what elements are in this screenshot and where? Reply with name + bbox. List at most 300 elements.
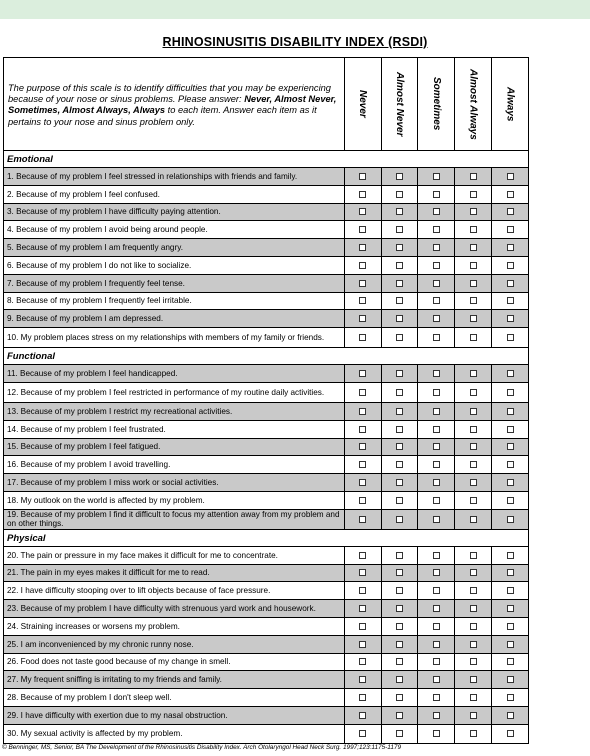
- answer-cell: [344, 365, 381, 382]
- answer-checkbox-sometimes[interactable]: [433, 623, 440, 630]
- answer-cell: [454, 328, 491, 347]
- answer-checkbox-sometimes[interactable]: [433, 280, 440, 287]
- answer-cell: [417, 204, 454, 221]
- answer-cell: [417, 168, 454, 185]
- answer-checkbox-almost-always[interactable]: [470, 552, 477, 559]
- answer-checkbox-sometimes[interactable]: [433, 408, 440, 415]
- answer-cell: [381, 636, 418, 653]
- answer-cell: [417, 565, 454, 582]
- answer-checkbox-never[interactable]: [359, 641, 366, 648]
- answer-cell: [454, 547, 491, 564]
- column-header-sometimes: Sometimes: [417, 58, 454, 150]
- answer-checkbox-never[interactable]: [359, 297, 366, 304]
- answer-checkbox-almost-always[interactable]: [470, 280, 477, 287]
- answer-checkbox-always[interactable]: [507, 676, 514, 683]
- answer-checkbox-almost-always[interactable]: [470, 516, 477, 523]
- answer-checkbox-never[interactable]: [359, 497, 366, 504]
- answer-cell: [381, 582, 418, 599]
- answer-cell: [491, 239, 528, 256]
- answer-cell: [417, 492, 454, 509]
- answer-cell: [417, 293, 454, 310]
- answer-checkbox-almost-never[interactable]: [396, 389, 403, 396]
- answer-checkbox-sometimes[interactable]: [433, 443, 440, 450]
- question-text: 20. The pain or pressure in my face makes it difficult for me to concentrate.: [7, 550, 278, 560]
- answer-cell: [381, 671, 418, 688]
- answer-checkbox-almost-never[interactable]: [396, 297, 403, 304]
- answer-cell: [344, 204, 381, 221]
- question-row: [4, 707, 528, 725]
- answer-cell: [381, 310, 418, 327]
- answer-checkbox-almost-always[interactable]: [470, 730, 477, 737]
- answer-cell: [491, 403, 528, 420]
- answer-checkbox-never[interactable]: [359, 244, 366, 251]
- answer-cell: [381, 707, 418, 724]
- answer-cell: [381, 204, 418, 221]
- answer-cell: [381, 689, 418, 706]
- answer-checkbox-almost-always[interactable]: [470, 497, 477, 504]
- question-row: [4, 565, 528, 583]
- answer-cell: [417, 654, 454, 671]
- answer-checkbox-almost-never[interactable]: [396, 262, 403, 269]
- answer-checkbox-never[interactable]: [359, 730, 366, 737]
- answer-checkbox-almost-never[interactable]: [396, 623, 403, 630]
- answer-cell: [381, 510, 418, 529]
- answer-checkbox-sometimes[interactable]: [433, 315, 440, 322]
- answer-checkbox-never[interactable]: [359, 389, 366, 396]
- answer-cell: [344, 565, 381, 582]
- answer-cell: [454, 654, 491, 671]
- answer-checkbox-almost-never[interactable]: [396, 426, 403, 433]
- answer-cell: [417, 310, 454, 327]
- question-row: [4, 582, 528, 600]
- answer-cell: [491, 689, 528, 706]
- answer-cell: [491, 671, 528, 688]
- answer-checkbox-sometimes[interactable]: [433, 516, 440, 523]
- answer-checkbox-almost-always[interactable]: [470, 173, 477, 180]
- answer-checkbox-never[interactable]: [359, 315, 366, 322]
- answer-checkbox-almost-never[interactable]: [396, 280, 403, 287]
- answer-checkbox-always[interactable]: [507, 552, 514, 559]
- question-text: 30. My sexual activity is affected by my problem.: [7, 729, 183, 739]
- answer-checkbox-almost-never[interactable]: [396, 408, 403, 415]
- question-row: [4, 456, 528, 474]
- answer-cell: [454, 439, 491, 456]
- answer-cell: [491, 474, 528, 491]
- answer-checkbox-almost-always[interactable]: [470, 443, 477, 450]
- answer-cell: [454, 403, 491, 420]
- answer-checkbox-never[interactable]: [359, 334, 366, 341]
- answer-checkbox-almost-always[interactable]: [470, 641, 477, 648]
- answer-checkbox-almost-always[interactable]: [470, 676, 477, 683]
- answer-checkbox-almost-never[interactable]: [396, 244, 403, 251]
- question-text: 2. Because of my problem I feel confused.: [7, 189, 160, 199]
- answer-checkbox-almost-always[interactable]: [470, 244, 477, 251]
- answer-checkbox-always[interactable]: [507, 334, 514, 341]
- answer-cell: [381, 403, 418, 420]
- answer-checkbox-almost-never[interactable]: [396, 676, 403, 683]
- question-row: [4, 310, 528, 328]
- question-row: [4, 221, 528, 239]
- answer-checkbox-always[interactable]: [507, 408, 514, 415]
- question-row: [4, 547, 528, 565]
- answer-checkbox-never[interactable]: [359, 569, 366, 576]
- answer-checkbox-always[interactable]: [507, 443, 514, 450]
- answer-checkbox-almost-never[interactable]: [396, 552, 403, 559]
- answer-checkbox-almost-never[interactable]: [396, 208, 403, 215]
- answer-checkbox-almost-always[interactable]: [470, 605, 477, 612]
- question-row: [4, 600, 528, 618]
- answer-cell: [454, 492, 491, 509]
- instructions-text-end: to each item. Answer each item as it pertains to your nose and sinus problem only.: [8, 105, 317, 127]
- answer-checkbox-never[interactable]: [359, 605, 366, 612]
- answer-checkbox-almost-never[interactable]: [396, 587, 403, 594]
- question-row: [4, 168, 528, 186]
- answer-checkbox-always[interactable]: [507, 730, 514, 737]
- answer-checkbox-almost-always[interactable]: [470, 208, 477, 215]
- answer-checkbox-almost-always[interactable]: [470, 297, 477, 304]
- answer-checkbox-sometimes[interactable]: [433, 694, 440, 701]
- answer-checkbox-never[interactable]: [359, 408, 366, 415]
- answer-checkbox-sometimes[interactable]: [433, 712, 440, 719]
- answer-checkbox-sometimes[interactable]: [433, 370, 440, 377]
- answer-checkbox-almost-never[interactable]: [396, 370, 403, 377]
- answer-checkbox-almost-never[interactable]: [396, 461, 403, 468]
- answer-cell: [417, 725, 454, 743]
- answer-checkbox-almost-always[interactable]: [470, 389, 477, 396]
- answer-cell: [381, 186, 418, 203]
- answer-cell: [491, 310, 528, 327]
- answer-checkbox-always[interactable]: [507, 262, 514, 269]
- answer-checkbox-sometimes[interactable]: [433, 497, 440, 504]
- answer-cell: [381, 725, 418, 743]
- answer-checkbox-always[interactable]: [507, 426, 514, 433]
- answer-cell: [454, 239, 491, 256]
- answer-cell: [454, 689, 491, 706]
- answer-checkbox-almost-always[interactable]: [470, 370, 477, 377]
- question-text: 17. Because of my problem I miss work or social activities.: [7, 478, 219, 488]
- question-row: [4, 654, 528, 672]
- answer-cell: [381, 275, 418, 292]
- answer-cell: [491, 168, 528, 185]
- answer-cell: [417, 439, 454, 456]
- answer-checkbox-always[interactable]: [507, 280, 514, 287]
- answer-cell: [417, 547, 454, 564]
- answer-cell: [344, 492, 381, 509]
- answer-cell: [454, 456, 491, 473]
- answer-cell: [344, 618, 381, 635]
- page-title: RHINOSINUSITIS DISABILITY INDEX (RSDI): [162, 35, 428, 49]
- instructions: [4, 58, 344, 150]
- answer-checkbox-sometimes[interactable]: [433, 461, 440, 468]
- answer-checkbox-never[interactable]: [359, 280, 366, 287]
- answer-cell: [491, 492, 528, 509]
- answer-cell: [454, 383, 491, 402]
- answer-cell: [344, 439, 381, 456]
- answer-checkbox-sometimes[interactable]: [433, 297, 440, 304]
- answer-cell: [454, 671, 491, 688]
- question-row: [4, 510, 528, 530]
- answer-cell: [491, 618, 528, 635]
- answer-checkbox-almost-always[interactable]: [470, 623, 477, 630]
- answer-checkbox-almost-always[interactable]: [470, 461, 477, 468]
- answer-checkbox-always[interactable]: [507, 516, 514, 523]
- answer-cell: [491, 204, 528, 221]
- question-text: 6. Because of my problem I do not like to socialize.: [7, 260, 192, 270]
- answer-checkbox-always[interactable]: [507, 694, 514, 701]
- answer-checkbox-sometimes[interactable]: [433, 389, 440, 396]
- answer-cell: [491, 707, 528, 724]
- instructions-options: Never, Almost Never, Sometimes, Almost Always, Always: [8, 94, 337, 116]
- answer-checkbox-almost-always[interactable]: [470, 191, 477, 198]
- answer-cell: [454, 582, 491, 599]
- answer-checkbox-never[interactable]: [359, 516, 366, 523]
- answer-cell: [491, 365, 528, 382]
- question-row: [4, 403, 528, 421]
- question-row: [4, 293, 528, 311]
- answer-checkbox-never[interactable]: [359, 676, 366, 683]
- answer-checkbox-almost-never[interactable]: [396, 479, 403, 486]
- answer-checkbox-always[interactable]: [507, 497, 514, 504]
- answer-checkbox-sometimes[interactable]: [433, 641, 440, 648]
- answer-cell: [381, 328, 418, 347]
- answer-checkbox-always[interactable]: [507, 208, 514, 215]
- answer-checkbox-sometimes[interactable]: [433, 552, 440, 559]
- answer-checkbox-always[interactable]: [507, 461, 514, 468]
- form-body: [4, 151, 528, 743]
- question-text: 24. Straining increases or worsens my problem.: [7, 621, 180, 631]
- answer-checkbox-always[interactable]: [507, 641, 514, 648]
- answer-checkbox-never[interactable]: [359, 208, 366, 215]
- answer-checkbox-almost-always[interactable]: [470, 315, 477, 322]
- answer-cell: [454, 275, 491, 292]
- question-row: [4, 689, 528, 707]
- answer-cell: [344, 403, 381, 420]
- answer-checkbox-never[interactable]: [359, 262, 366, 269]
- answer-checkbox-sometimes[interactable]: [433, 676, 440, 683]
- question-text: 21. The pain in my eyes makes it difficult for me to read.: [7, 568, 210, 578]
- answer-checkbox-always[interactable]: [507, 569, 514, 576]
- answer-checkbox-almost-always[interactable]: [470, 426, 477, 433]
- answer-checkbox-always[interactable]: [507, 191, 514, 198]
- answer-checkbox-sometimes[interactable]: [433, 605, 440, 612]
- answer-cell: [417, 221, 454, 238]
- answer-checkbox-sometimes[interactable]: [433, 569, 440, 576]
- answer-cell: [491, 328, 528, 347]
- column-header-almost-always: Almost Always: [454, 58, 491, 150]
- answer-checkbox-almost-always[interactable]: [470, 658, 477, 665]
- answer-checkbox-almost-never[interactable]: [396, 658, 403, 665]
- column-header-never: Never: [344, 58, 381, 150]
- question-text: 3. Because of my problem I have difficulty paying attention.: [7, 207, 221, 217]
- answer-cell: [344, 383, 381, 402]
- answer-checkbox-always[interactable]: [507, 370, 514, 377]
- answer-checkbox-almost-always[interactable]: [470, 479, 477, 486]
- answer-cell: [454, 168, 491, 185]
- answer-checkbox-never[interactable]: [359, 226, 366, 233]
- answer-cell: [417, 257, 454, 274]
- answer-checkbox-never[interactable]: [359, 587, 366, 594]
- answer-checkbox-almost-never[interactable]: [396, 315, 403, 322]
- answer-cell: [491, 439, 528, 456]
- answer-checkbox-always[interactable]: [507, 712, 514, 719]
- answer-cell: [344, 186, 381, 203]
- answer-cell: [344, 600, 381, 617]
- question-text: 1. Because of my problem I feel stressed in relationships with friends and family.: [7, 171, 298, 181]
- answer-cell: [381, 547, 418, 564]
- answer-checkbox-almost-always[interactable]: [470, 587, 477, 594]
- answer-cell: [417, 328, 454, 347]
- answer-checkbox-almost-never[interactable]: [396, 605, 403, 612]
- answer-checkbox-sometimes[interactable]: [433, 658, 440, 665]
- answer-checkbox-never[interactable]: [359, 712, 366, 719]
- answer-cell: [381, 257, 418, 274]
- answer-checkbox-always[interactable]: [507, 587, 514, 594]
- answer-cell: [417, 510, 454, 529]
- answer-checkbox-always[interactable]: [507, 315, 514, 322]
- answer-cell: [381, 383, 418, 402]
- answer-checkbox-almost-never[interactable]: [396, 730, 403, 737]
- answer-cell: [344, 275, 381, 292]
- answer-checkbox-almost-always[interactable]: [470, 334, 477, 341]
- answer-checkbox-never[interactable]: [359, 552, 366, 559]
- answer-checkbox-sometimes[interactable]: [433, 262, 440, 269]
- answer-checkbox-almost-always[interactable]: [470, 694, 477, 701]
- answer-cell: [381, 565, 418, 582]
- answer-checkbox-sometimes[interactable]: [433, 226, 440, 233]
- answer-cell: [454, 600, 491, 617]
- question-text: 16. Because of my problem I avoid travelling.: [7, 460, 171, 470]
- answer-cell: [454, 707, 491, 724]
- question-text: 10. My problem places stress on my relationships with members of my family or friends.: [7, 333, 325, 343]
- answer-checkbox-never[interactable]: [359, 694, 366, 701]
- answer-checkbox-sometimes[interactable]: [433, 587, 440, 594]
- answer-checkbox-almost-never[interactable]: [396, 516, 403, 523]
- answer-checkbox-never[interactable]: [359, 623, 366, 630]
- question-text: 5. Because of my problem I am frequently angry.: [7, 243, 183, 253]
- answer-checkbox-almost-always[interactable]: [470, 712, 477, 719]
- answer-checkbox-never[interactable]: [359, 443, 366, 450]
- answer-cell: [381, 293, 418, 310]
- answer-checkbox-almost-always[interactable]: [470, 569, 477, 576]
- answer-checkbox-sometimes[interactable]: [433, 191, 440, 198]
- answer-checkbox-always[interactable]: [507, 389, 514, 396]
- question-row: [4, 257, 528, 275]
- answer-checkbox-almost-never[interactable]: [396, 694, 403, 701]
- answer-cell: [344, 654, 381, 671]
- answer-checkbox-almost-always[interactable]: [470, 262, 477, 269]
- rsdi-form: [3, 57, 529, 744]
- answer-checkbox-sometimes[interactable]: [433, 208, 440, 215]
- answer-cell: [344, 725, 381, 743]
- answer-checkbox-always[interactable]: [507, 244, 514, 251]
- answer-checkbox-sometimes[interactable]: [433, 334, 440, 341]
- answer-checkbox-almost-never[interactable]: [396, 226, 403, 233]
- answer-cell: [417, 365, 454, 382]
- answer-checkbox-always[interactable]: [507, 226, 514, 233]
- answer-cell: [491, 565, 528, 582]
- answer-checkbox-almost-never[interactable]: [396, 712, 403, 719]
- answer-checkbox-never[interactable]: [359, 461, 366, 468]
- answer-cell: [344, 221, 381, 238]
- question-text: 4. Because of my problem I avoid being around people.: [7, 225, 208, 235]
- answer-checkbox-never[interactable]: [359, 479, 366, 486]
- answer-checkbox-almost-never[interactable]: [396, 191, 403, 198]
- question-row: [4, 421, 528, 439]
- answer-cell: [491, 510, 528, 529]
- answer-cell: [417, 636, 454, 653]
- answer-checkbox-almost-always[interactable]: [470, 226, 477, 233]
- answer-cell: [381, 421, 418, 438]
- answer-checkbox-never[interactable]: [359, 191, 366, 198]
- instructions-text: The purpose of this scale is to identify difficulties that you may be experiencing because of your nose or sinus problems. Please answer:: [8, 83, 331, 105]
- answer-cell: [491, 186, 528, 203]
- question-row: [4, 328, 528, 348]
- question-text: 15. Because of my problem I feel fatigued.: [7, 442, 161, 452]
- answer-cell: [491, 293, 528, 310]
- answer-checkbox-always[interactable]: [507, 623, 514, 630]
- answer-checkbox-sometimes[interactable]: [433, 426, 440, 433]
- answer-checkbox-almost-never[interactable]: [396, 497, 403, 504]
- section-header-emotional: Emotional: [4, 151, 528, 168]
- question-text: 25. I am inconvenienced by my chronic runny nose.: [7, 639, 194, 649]
- answer-cell: [381, 221, 418, 238]
- answer-cell: [454, 510, 491, 529]
- section-header-physical: Physical: [4, 530, 528, 547]
- answer-checkbox-never[interactable]: [359, 426, 366, 433]
- answer-checkbox-always[interactable]: [507, 173, 514, 180]
- answer-cell: [491, 582, 528, 599]
- question-row: [4, 636, 528, 654]
- answer-checkbox-always[interactable]: [507, 605, 514, 612]
- answer-cell: [344, 257, 381, 274]
- answer-cell: [344, 474, 381, 491]
- answer-checkbox-always[interactable]: [507, 297, 514, 304]
- answer-checkbox-almost-never[interactable]: [396, 641, 403, 648]
- answer-cell: [344, 328, 381, 347]
- question-row: [4, 474, 528, 492]
- answer-cell: [344, 689, 381, 706]
- answer-cell: [417, 275, 454, 292]
- answer-checkbox-almost-never[interactable]: [396, 443, 403, 450]
- question-text: 14. Because of my problem I feel frustrated.: [7, 424, 166, 434]
- answer-checkbox-sometimes[interactable]: [433, 173, 440, 180]
- answer-checkbox-sometimes[interactable]: [433, 479, 440, 486]
- answer-checkbox-never[interactable]: [359, 173, 366, 180]
- answer-checkbox-almost-never[interactable]: [396, 569, 403, 576]
- question-row: [4, 671, 528, 689]
- answer-checkbox-almost-never[interactable]: [396, 334, 403, 341]
- answer-checkbox-sometimes[interactable]: [433, 244, 440, 251]
- answer-checkbox-always[interactable]: [507, 658, 514, 665]
- question-text: 28. Because of my problem I don't sleep well.: [7, 693, 172, 703]
- answer-checkbox-never[interactable]: [359, 658, 366, 665]
- answer-checkbox-never[interactable]: [359, 370, 366, 377]
- answer-checkbox-sometimes[interactable]: [433, 730, 440, 737]
- answer-cell: [381, 168, 418, 185]
- question-text: 11. Because of my problem I feel handicapped.: [7, 369, 178, 379]
- answer-checkbox-almost-never[interactable]: [396, 173, 403, 180]
- question-text: 13. Because of my problem I restrict my recreational activities.: [7, 406, 233, 416]
- answer-cell: [344, 168, 381, 185]
- answer-checkbox-almost-always[interactable]: [470, 408, 477, 415]
- answer-checkbox-always[interactable]: [507, 479, 514, 486]
- question-row: [4, 492, 528, 510]
- answer-cell: [491, 456, 528, 473]
- answer-cell: [454, 310, 491, 327]
- answer-cell: [491, 547, 528, 564]
- answer-cell: [417, 671, 454, 688]
- question-text: 7. Because of my problem I frequently feel tense.: [7, 278, 185, 288]
